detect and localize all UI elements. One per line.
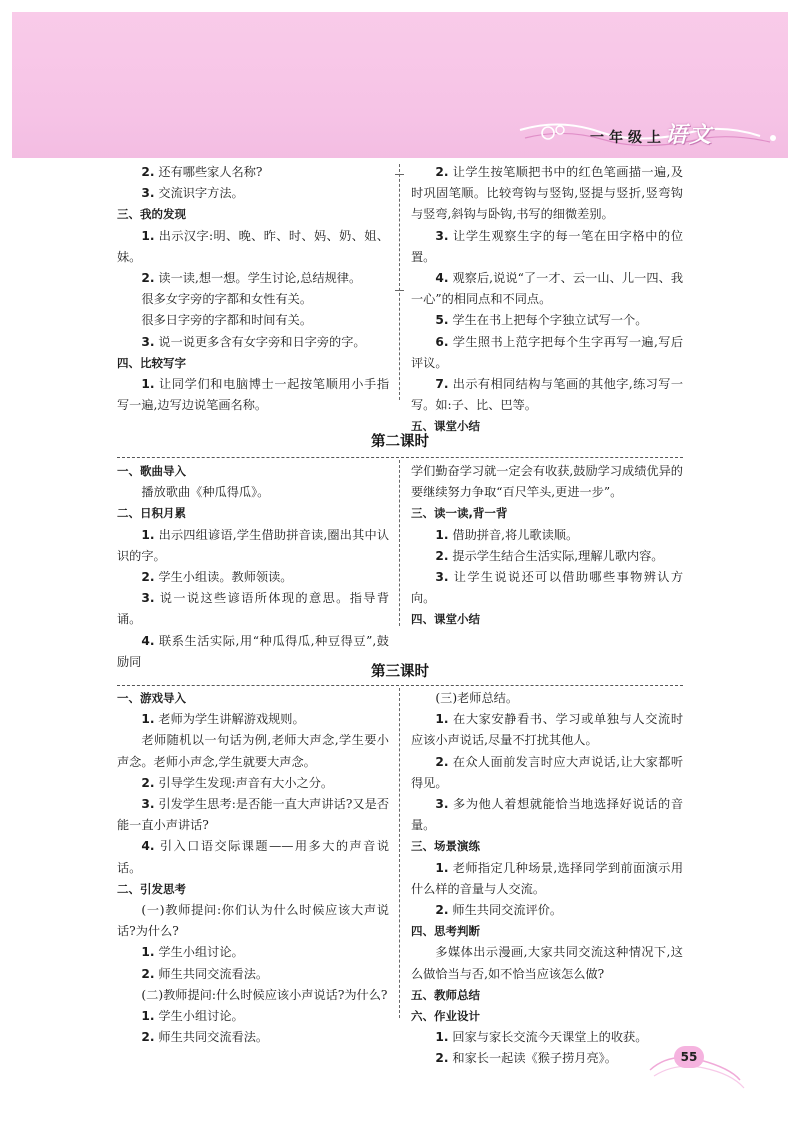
column-divider — [399, 688, 400, 1018]
paragraph-text: 出示四组谚语,学生借助拼音读,圈出其中认识的字。 — [117, 527, 390, 563]
paragraph-text: 师生共同交流看法。 — [158, 966, 269, 981]
paragraph — [411, 752, 683, 794]
paragraph — [117, 183, 389, 204]
page-number: 55 — [674, 1046, 704, 1068]
paragraph-text: 很多日字旁的字都和时间有关。 — [141, 313, 313, 328]
item-number: 3. — [141, 186, 155, 201]
paragraph — [117, 310, 389, 331]
paragraph-text: 提示学生结合生活实际,理解儿歌内容。 — [452, 548, 664, 563]
paragraph — [117, 567, 389, 588]
section3-right-column — [411, 688, 683, 1070]
paragraph — [117, 964, 389, 985]
section-heading: 三、场景演练 — [411, 839, 480, 854]
item-number: 3. — [141, 797, 155, 812]
paragraph — [117, 709, 389, 730]
paragraph-text: 借助拼音,将儿歌读顺。 — [452, 527, 579, 542]
paragraph-text: 很多女字旁的字都和女性有关。 — [141, 292, 313, 307]
lesson-title-3: 第三课时 — [371, 664, 429, 680]
paragraph-text: 多媒体出示漫画,大家共同交流这种情况下,这么做恰当与否,如不恰当应该怎么做? — [411, 945, 683, 981]
paragraph-text: 出示汉字:明、晚、昨、时、妈、奶、姐、妹。 — [117, 228, 389, 264]
section1-right-column — [411, 162, 683, 438]
paragraph-text: 学生小组讨论。 — [158, 945, 244, 960]
paragraph-text: 师生共同交流看法。 — [158, 1030, 269, 1045]
paragraph — [117, 794, 389, 836]
paragraph-text: (三)老师总结。 — [435, 691, 519, 705]
paragraph-text: 老师指定几种场景,选择同学到前面演示用什么样的音量与人交流。 — [411, 860, 684, 896]
paragraph — [411, 268, 683, 310]
item-number: 2. — [141, 1030, 155, 1045]
paragraph-text: 在大家安静看书、学习或单独与人交流时应该小声说话,尽量不打扰其他人。 — [411, 712, 684, 748]
paragraph — [411, 858, 683, 900]
paragraph-text: 学生在书上把每个字独立试写一个。 — [452, 313, 648, 328]
paragraph-text: 让学生观察生字的每一笔在田字格中的位置。 — [411, 228, 684, 264]
column-divider-tick — [395, 174, 404, 175]
paragraph-text: 学们勤奋学习就一定会有收获,鼓励学习成绩优异的要继续努力争取“百尺竿头,更进一步”。 — [411, 464, 683, 500]
paragraph-text: 还有哪些家人名称? — [158, 165, 263, 179]
section1-left-column — [117, 162, 389, 416]
item-number: 2. — [141, 966, 155, 981]
paragraph — [117, 374, 389, 416]
paragraph — [411, 942, 683, 984]
column-divider — [399, 164, 400, 400]
paragraph — [411, 226, 683, 268]
paragraph-text: 多为他人着想就能恰当地选择好说话的音量。 — [411, 797, 684, 833]
paragraph-text: (一)教师提问:你们认为什么时候应该大声说话?为什么? — [117, 903, 389, 939]
column-divider — [399, 460, 400, 626]
paragraph-text: 老师为学生讲解游戏规则。 — [158, 712, 305, 727]
paragraph — [117, 268, 389, 289]
paragraph-text: 让学生按笔顺把书中的红色笔画描一遍,及时巩固笔顺。比较弯钩与竖钩,竖提与竖折,竖弯钩与竖弯,斜钩与卧钩,书写的细微差别。 — [411, 165, 684, 222]
section-divider — [117, 457, 683, 458]
paragraph — [117, 900, 389, 942]
paragraph — [117, 730, 389, 772]
paragraph — [411, 688, 683, 709]
paragraph-text: 交流识字方法。 — [158, 186, 244, 201]
column-divider-tick — [395, 290, 404, 291]
grade-label: 一年级上 — [590, 130, 666, 146]
paragraph — [117, 985, 389, 1006]
item-number: 2. — [435, 165, 449, 179]
paragraph — [117, 836, 389, 878]
paragraph-text: 师生共同交流评价。 — [452, 903, 563, 918]
item-number: 7. — [435, 377, 449, 392]
item-number: 3. — [435, 228, 449, 243]
paragraph — [411, 374, 683, 416]
item-number: 4. — [141, 839, 155, 854]
item-number: 1. — [141, 527, 155, 542]
paragraph — [117, 1027, 389, 1048]
item-number: 1. — [141, 945, 155, 960]
paragraph-text: 说一说这些谚语所体现的意思。指导背诵。 — [117, 591, 390, 627]
section-heading: 一、歌曲导入 — [117, 464, 186, 478]
section-heading: 二、引发思考 — [117, 881, 186, 896]
paragraph-text: 让学生说说还可以借助哪些事物辨认方向。 — [411, 570, 684, 606]
item-number: 3. — [141, 334, 155, 349]
section-heading: 五、教师总结 — [411, 987, 480, 1002]
item-number: 1. — [435, 712, 449, 727]
section-heading: 二、日积月累 — [117, 506, 186, 521]
section3-left-column — [117, 688, 389, 1048]
item-number: 1. — [141, 712, 155, 727]
paragraph — [411, 567, 683, 609]
paragraph — [117, 942, 389, 963]
paragraph-text: 播放歌曲《种瓜得瓜》。 — [141, 485, 270, 500]
section-heading: 三、我的发现 — [117, 207, 186, 222]
section2-left-column — [117, 461, 389, 673]
item-number: 2. — [141, 165, 155, 179]
section-divider — [117, 685, 683, 686]
paragraph-text: 联系生活实际,用“种瓜得瓜,种豆得豆”,鼓励同 — [117, 633, 389, 669]
section-heading: 四、思考判断 — [411, 924, 480, 939]
item-number: 1. — [435, 1030, 449, 1045]
paragraph-text: 在众人面前发言时应大声说话,让大家都听得见。 — [411, 754, 684, 790]
paragraph-text: 引导学生发现:声音有大小之分。 — [158, 775, 334, 790]
paragraph — [411, 310, 683, 331]
paragraph — [117, 162, 389, 183]
paragraph-text: 说一说更多含有女字旁和日字旁的字。 — [158, 334, 366, 349]
paragraph — [117, 1006, 389, 1027]
paragraph-text: 让同学们和电脑博士一起按笔顺用小手指写一遍,边写边说笔画名称。 — [117, 377, 390, 413]
section-heading: 五、课堂小结 — [411, 419, 480, 434]
item-number: 3. — [141, 591, 155, 606]
paragraph — [411, 162, 683, 226]
paragraph-text: 学生照书上范字把每个生字再写一遍,写后评议。 — [411, 334, 684, 370]
paragraph — [117, 289, 389, 310]
paragraph-text: 学生小组读。教师领读。 — [158, 570, 293, 585]
lesson-title-2: 第二课时 — [371, 434, 429, 450]
paragraph-text: 出示有相同结构与笔画的其他字,练习写一写。如:子、比、巴等。 — [411, 377, 684, 413]
paragraph — [117, 332, 389, 353]
paragraph-text: 老师随机以一句话为例,老师大声念,学生要小声念。老师小声念,学生就要大声念。 — [117, 733, 389, 769]
paragraph — [411, 900, 683, 921]
paragraph-text: 引入口语交际课题——用多大的声音说话。 — [117, 839, 390, 875]
paragraph — [411, 461, 683, 503]
item-number: 2. — [141, 570, 155, 585]
section2-right-column — [411, 461, 683, 631]
section-heading: 四、课堂小结 — [411, 612, 480, 627]
paragraph-text: 观察后,说说“了一才、云一山、儿一四、我一心”的相同点和不同点。 — [411, 271, 684, 307]
section-heading: 六、作业设计 — [411, 1009, 480, 1024]
paragraph — [117, 773, 389, 794]
paragraph — [411, 794, 683, 836]
paragraph — [411, 546, 683, 567]
item-number: 3. — [435, 570, 449, 585]
item-number: 1. — [141, 228, 155, 243]
item-number: 2. — [435, 1051, 449, 1066]
item-number: 2. — [435, 754, 449, 769]
item-number: 1. — [141, 377, 155, 392]
item-number: 2. — [435, 548, 449, 563]
section-heading: 一、游戏导入 — [117, 691, 186, 705]
item-number: 5. — [435, 313, 449, 328]
paragraph-text: 读一读,想一想。学生讨论,总结规律。 — [158, 271, 362, 286]
item-number: 3. — [435, 797, 449, 812]
paragraph — [117, 226, 389, 268]
paragraph — [117, 482, 389, 503]
paragraph-text: (二)教师提问:什么时候应该小声说话?为什么? — [141, 987, 388, 1002]
item-number: 4. — [435, 271, 449, 286]
paragraph-text: 回家与家长交流今天课堂上的收获。 — [452, 1030, 648, 1045]
section-heading: 三、读一读,背一背 — [411, 506, 508, 521]
subject-label: 语文 — [665, 122, 714, 148]
paragraph — [117, 525, 389, 567]
item-number: 6. — [435, 334, 449, 349]
item-number: 4. — [141, 633, 155, 648]
item-number: 1. — [435, 527, 449, 542]
paragraph — [411, 525, 683, 546]
item-number: 2. — [141, 271, 155, 286]
item-number: 1. — [435, 860, 449, 875]
item-number: 1. — [141, 1009, 155, 1024]
paragraph-text: 和家长一起读《猴子捞月亮》。 — [452, 1051, 617, 1066]
item-number: 2. — [141, 775, 155, 790]
section-heading: 四、比较写字 — [117, 355, 186, 370]
paragraph-text: 引发学生思考:是否能一直大声讲话?又是否能一直小声讲话? — [117, 797, 390, 833]
paragraph — [411, 709, 683, 751]
paragraph-text: 学生小组讨论。 — [158, 1009, 244, 1024]
paragraph — [117, 588, 389, 630]
item-number: 2. — [435, 903, 449, 918]
paragraph — [411, 332, 683, 374]
